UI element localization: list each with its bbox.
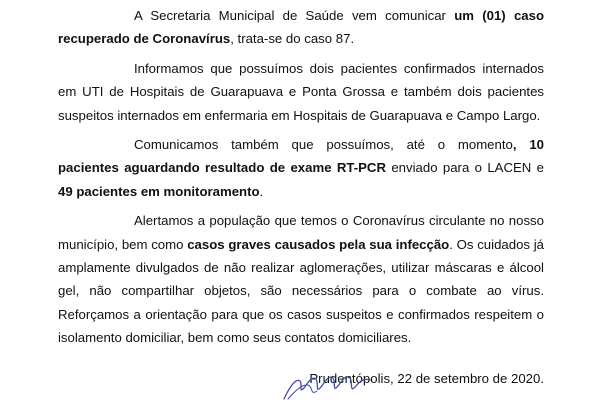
text: Comunicamos também que possuímos, até o momento	[134, 137, 513, 153]
handwritten-signature	[282, 372, 372, 400]
paragraph-recovered-case	[58, 4, 544, 51]
text: A Secretaria Municipal de Saúde vem comunicar	[134, 8, 455, 23]
text: Informamos que possuímos dois pacientes confirmados internados em UTI de Hospitais de Guarapuava e Ponta Grossa e também dois pacientes suspeitos internados em enfermaria em Hospitais de Guarapuava e Campo Largo.	[58, 60, 544, 123]
paragraph-public-alert	[58, 209, 544, 349]
signature-stroke	[288, 385, 317, 399]
text: . Os cuidados já amplamente divulgados de não realizar aglomerações, utilizar máscaras e álcool gel, não compartilhar objetos, são necessários para o combate ao vírus. Reforçamos a orientação para que os casos suspeitos e confirmados respeitem o isolamento domiciliar, bem como seus contatos domiciliares.	[58, 236, 544, 346]
bold-text: 49 pacientes em monitoramento	[58, 183, 260, 199]
text: enviado para o LACEN e	[385, 160, 544, 176]
bold-text: um (01) caso recuperado de Coronavírus	[58, 8, 544, 47]
signature-stroke	[284, 377, 370, 399]
paragraph-hospitalized-patients	[58, 57, 544, 127]
paragraph-pending-tests	[58, 133, 544, 203]
text: Alertamos a população que temos o Coronavírus circulante no nosso município, bem como	[58, 213, 544, 252]
text: .	[259, 183, 264, 199]
letter-body	[58, 4, 544, 390]
bold-text: casos graves causados pela sua infecção	[187, 236, 450, 252]
bold-text: , 10 pacientes aguardando resultado de exame RT-PCR	[58, 137, 545, 176]
text: , trata-se do caso 87.	[230, 31, 355, 47]
dateline: Prudentópolis, 22 de setembro de 2020.	[309, 370, 544, 386]
